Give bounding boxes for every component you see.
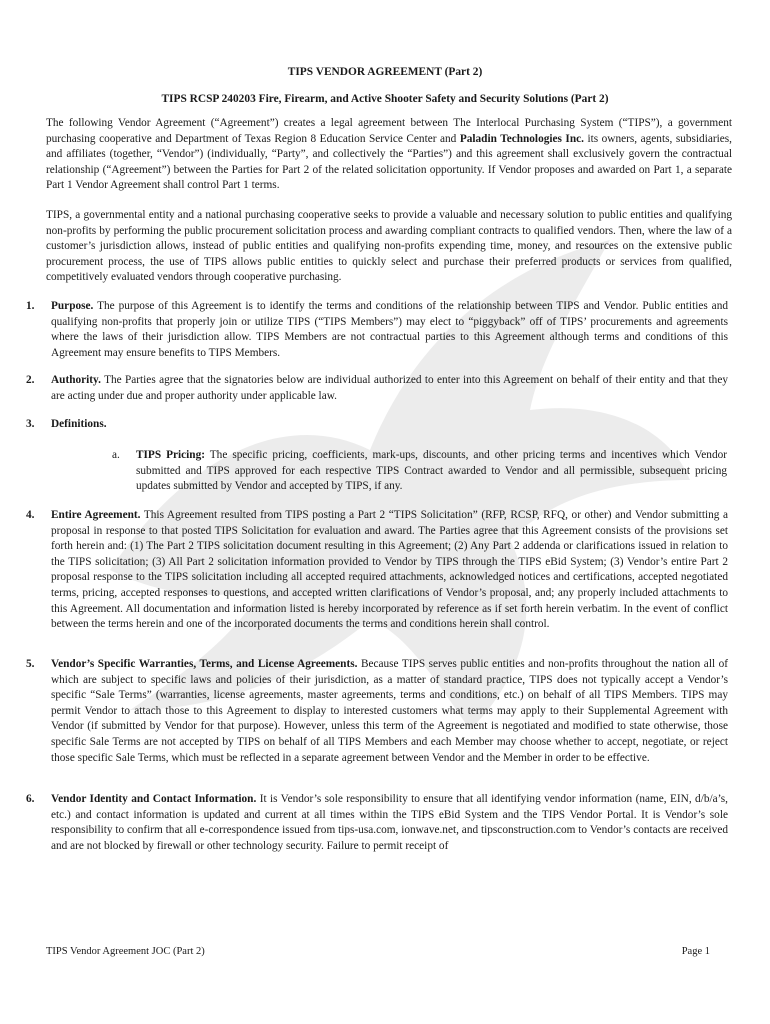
footer-page-number: Page 1 [681, 946, 710, 957]
section-number: 4. [26, 509, 35, 521]
section-number: 6. [26, 793, 35, 805]
section-number: 2. [26, 374, 35, 386]
section-entire-agreement: Entire Agreement. This Agreement resulted from TIPS posting a Part 2 “TIPS Solicitation” (RFP, RCSP, RFQ, or other) and Vendor submitting a proposal in response to that posted TIPS Solicitation for evaluation and award. The Parties agree that this Agreement consists of the provisions set forth herein and: (1) The Part 2 TIPS solicitation document resulting in this Agreement; (2) Any Part 2 addenda or clarifications issued in relation to the TIPS solicitation; (3) All Part 2 solicitation information provided to Vendor by TIPS through the TIPS eBid System; (3) Vendor’s entire Part 2 proposal response to the TIPS solicitation including all accepted required attachments, acknowledged notices and certifications, accepted negotiated terms, pricing, accepted responses to questions, and accepted written clarifications of Vendor’s proposal, and; any properly included attachments to this Agreement. All documentation and information listed is hereby incorporated by reference as if set forth herein verbatim. In the event of conflict between the terms herein and one of the incorporated documents the terms and conditions herein shall control. [51, 509, 729, 631]
section-vendor-warranties: Vendor’s Specific Warranties, Terms, and License Agreements. Because TIPS serves public entities and non-profits throughout the nation all of which are subject to specific laws and policies of their jurisdiction, as a matter of standard practice, TIPS does not typically accept a Vendor’s specific “Sale Terms” (warranties, license agreements, master agreements, terms and conditions, etc.) on behalf of all TIPS Members. TIPS may permit Vendor to attach those to this Agreement to display to interested customers what terms may apply to their Supplemental Agreement with Vendor (if submitted by Vendor for that purpose). However, unless this term of the Agreement is negotiated and modified to state otherwise, those specific Sale Terms are not accepted by TIPS on behalf of all TIPS Members and each Member may choose whether to accept, negotiate, or reject those specific Sale Terms, which must be reflected in a separate agreement between Vendor and the Member in order to be effective. [51, 658, 728, 764]
definition-letter: a. [112, 449, 120, 461]
document-subtitle: TIPS RCSP 240203 Fire, Firearm, and Active Shooter Safety and Security Solutions (Part 2) [161, 93, 609, 105]
intro-paragraph-2: TIPS, a governmental entity and a national purchasing cooperative seeks to provide a valuable and necessary solution to public entities and qualifying non-profits by performing the public procurement solicitation process and awarding compliant contracts to qualified vendors. Then, where the law of a customer’s jurisdiction allows, instead of public entities and qualifying non-profits expending time, money, and resources on the extensive public procurement process, the use of TIPS allows public entities to quickly select and purchase their preferred products or services from qualified, competitively evaluated vendors through cooperative purchasing. [46, 209, 732, 284]
section-number: 5. [26, 658, 35, 670]
section-authority: Authority. The Parties agree that the signatories below are individual authorized to enter into this Agreement on behalf of their entity and that they are acting under due and proper authority under applicable law. [51, 374, 728, 402]
footer-document-name: TIPS Vendor Agreement JOC (Part 2) [46, 946, 205, 957]
section-number: 1. [26, 300, 35, 312]
section-definitions: Definitions. [51, 418, 107, 430]
section-number: 3. [26, 418, 35, 430]
vendor-name: Paladin Technologies Inc. [459, 132, 584, 145]
definition-tips-pricing: TIPS Pricing: The specific pricing, coefficients, mark-ups, discounts, and other pricing terms and incentives which Vendor submitted and TIPS approved for each respective TIPS Contract awarded to Vendor and all permissible, subsequent pricing updates submitted by Vendor and accepted by TIPS, if any. [136, 449, 728, 493]
section-purpose: Purpose. The purpose of this Agreement is to identify the terms and conditions of the relationship between TIPS and Vendor. Public entities and qualifying non-profits that properly join or utilize TIPS (“TIPS Members”) may elect to “piggyback” off of TIPS’ procurements and agreements where the laws of their jurisdiction allow. TIPS Members are not contractual parties to this Agreement although terms and conditions of this Agreement may ensure benefits to TIPS Members. [51, 300, 728, 359]
intro-paragraph-1: The following Vendor Agreement (“Agreement”) creates a legal agreement between The Interlocal Purchasing System (“TIPS”), a government purchasing cooperative and Department of Texas Region 8 Education Service Center and Paladin Technologies Inc. its owners, agents, subsidiaries, and affiliates (together, “Vendor”) (individually, “Party”, and collectively the “Parties”) and this agreement shall exclusively govern the contractual relationship (“Agreement”) between the Parties for Part 2 of the related solicitation opportunity. If Vendor proposes and awarded on Part 1, a separate Part 1 Vendor Agreement shall control Part 1 terms. [46, 117, 732, 192]
section-vendor-identity: Vendor Identity and Contact Information. It is Vendor’s sole responsibility to ensure that all identifying vendor information (name, EIN, d/b/a’s, etc.) and contact information is updated and current at all times within the TIPS eBid System and the TIPS Vendor Portal. It is Vendor’s sole responsibility to confirm that all e-correspondence issued from tips-usa.com, ionwave.net, and tipsconstruction.com to Vendor’s contacts are received and are not blocked by firewall or other technology security. Failure to permit receipt of [51, 793, 728, 852]
document-title: TIPS VENDOR AGREEMENT (Part 2) [287, 66, 483, 78]
